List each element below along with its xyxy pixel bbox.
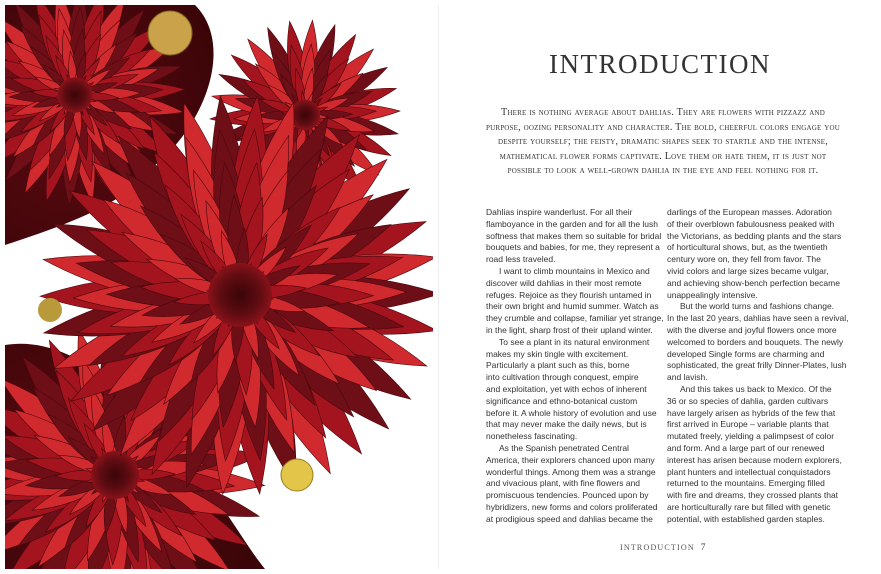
body-line: sophisticated, the great frilly Dinner-Plates, lush [667, 360, 847, 371]
body-line: and achieving show-bench perfection became [667, 277, 840, 288]
flower-bud [281, 459, 313, 491]
body-line: of horticultural shows, but, as the twentieth [667, 242, 828, 253]
body-line: are horticulturally rare but filled with genetic [667, 501, 831, 512]
body-line: vivid colors and large sizes became vulgar, [667, 265, 829, 276]
body-line: returned to the mountains. Emerging filled [667, 478, 825, 489]
flower-center [91, 451, 139, 499]
body-line: To see a plant in its natural environment [499, 336, 650, 347]
body-line: But the world turns and fashions change. [680, 301, 835, 312]
body-line: at prodigious speed and dahlias became the [486, 513, 653, 524]
body-line: discover wild dahlias in their most remote [486, 277, 642, 288]
body-line: Dahlias inspire wanderlust. For all their [486, 207, 633, 217]
body-line: developed Single forms are charming and [667, 348, 825, 359]
body-line: with the diverse and joyful flowers once more [667, 324, 837, 335]
body-line: softness that makes them so suitable for bridal [486, 230, 662, 241]
dahlia-illustration [5, 5, 433, 569]
body-line: in the light, sharp frost of their upland winter. [486, 324, 653, 335]
body-line: potential, with established garden staples. [667, 513, 825, 524]
body-line: In the last 20 years, dahlias have seen a revival, [667, 313, 849, 324]
running-footer-label: INTRODUCTION [620, 543, 695, 552]
body-line: road less traveled. [486, 254, 556, 265]
body-line: And this takes us back to Mexico. Of the [680, 383, 832, 394]
page-title: INTRODUCTION [549, 49, 771, 79]
body-line: I want to climb mountains in Mexico and [499, 265, 650, 276]
body-line: and exploitation, yet with echos of inherent [486, 383, 647, 394]
flower-center [208, 263, 272, 327]
body-line: 36 or so species of dahlia, garden cultivars [667, 395, 829, 406]
body-line: welcomed to borders and bouquets. The newly [667, 336, 844, 347]
body-line: unappealingly intensive. [667, 289, 758, 300]
body-line: nonetheless fascinating. [486, 431, 578, 442]
body-line: hybridizers, new forms and colors proliferated [486, 501, 658, 512]
body-line: the Victorians, as bedding plants and the stars [667, 230, 842, 241]
body-line: refuges. Rejoice as they flourish untamed in [486, 289, 652, 300]
flower-center [57, 77, 92, 112]
body-line: and form. And a large part of our renewed [667, 442, 825, 453]
body-line: Particularly a plant such as this, borne [486, 360, 630, 371]
body-line: their own bright and humid summer. Watch as [486, 301, 659, 312]
body-line: that may never make the daily news, but is [486, 419, 647, 430]
body-line: As the Spanish penetrated Central [499, 442, 629, 453]
body-line: first arrived in Europe – variable plants that [667, 419, 829, 430]
body-column-left [486, 207, 666, 526]
body-line: and vivacious plant, with fine flowers and [486, 478, 641, 489]
body-line: makes my skin tingle with excitement. [486, 348, 629, 359]
body-line: mutated freely, yielding a palimpsest of color [667, 431, 835, 442]
body-line: flamboyance in the garden and for all the lush [486, 218, 659, 229]
body-line: wonderful things. Among them was a strange [486, 466, 656, 477]
flower-bud [148, 11, 192, 55]
body-line: significance and ethno-botanical custom [486, 395, 638, 406]
body-line: plant hunters and intellectual conquistadors [667, 466, 831, 477]
body-line: and lavish. [667, 372, 708, 383]
body-line: with fire and dreams, they crossed plants that [667, 490, 839, 501]
body-line: bouquets and babies, for me, they represent a [486, 242, 660, 253]
page-number: 7 [700, 542, 706, 552]
body-line: America, their explorers chanced upon many [486, 454, 655, 465]
body-line: of their overblown fabulousness peaked with [667, 218, 835, 229]
page-gutter [438, 5, 439, 569]
body-line: before it. A whole history of evolution and use [486, 407, 657, 418]
dahlia-photograph [5, 5, 433, 569]
body-line: promiscuous tendencies. Pounced upon by [486, 490, 649, 501]
body-line: century wore on, they fell from favor. The [667, 254, 821, 265]
body-line: they crumble and collapse, familiar yet strange, [486, 313, 664, 324]
flower-center [290, 100, 320, 130]
body-line: into cultivation through conquest, empire [486, 372, 639, 383]
body-line: have largely arisen as hybrids of the few that [667, 407, 836, 418]
lede-paragraph: There is nothing average about dahlias. They are flowers with pizzazz and purpose, oozing personality and character. The bold, cheerful colors engage you despite yourself; the feisty, dramatic shapes seek to startle and the intense, mathematical flower forms captivate. Love them or hate them, it is just not possible to look a well-grown dahlia in the eye and feel nothing for it. [485, 107, 840, 177]
body-column-right [667, 207, 847, 526]
body-line: darlings of the European masses. Adoration [667, 207, 832, 217]
flower-bud [38, 298, 62, 322]
page-footer [620, 542, 705, 552]
body-line: interest has arisen because modern explorers, [667, 454, 842, 465]
